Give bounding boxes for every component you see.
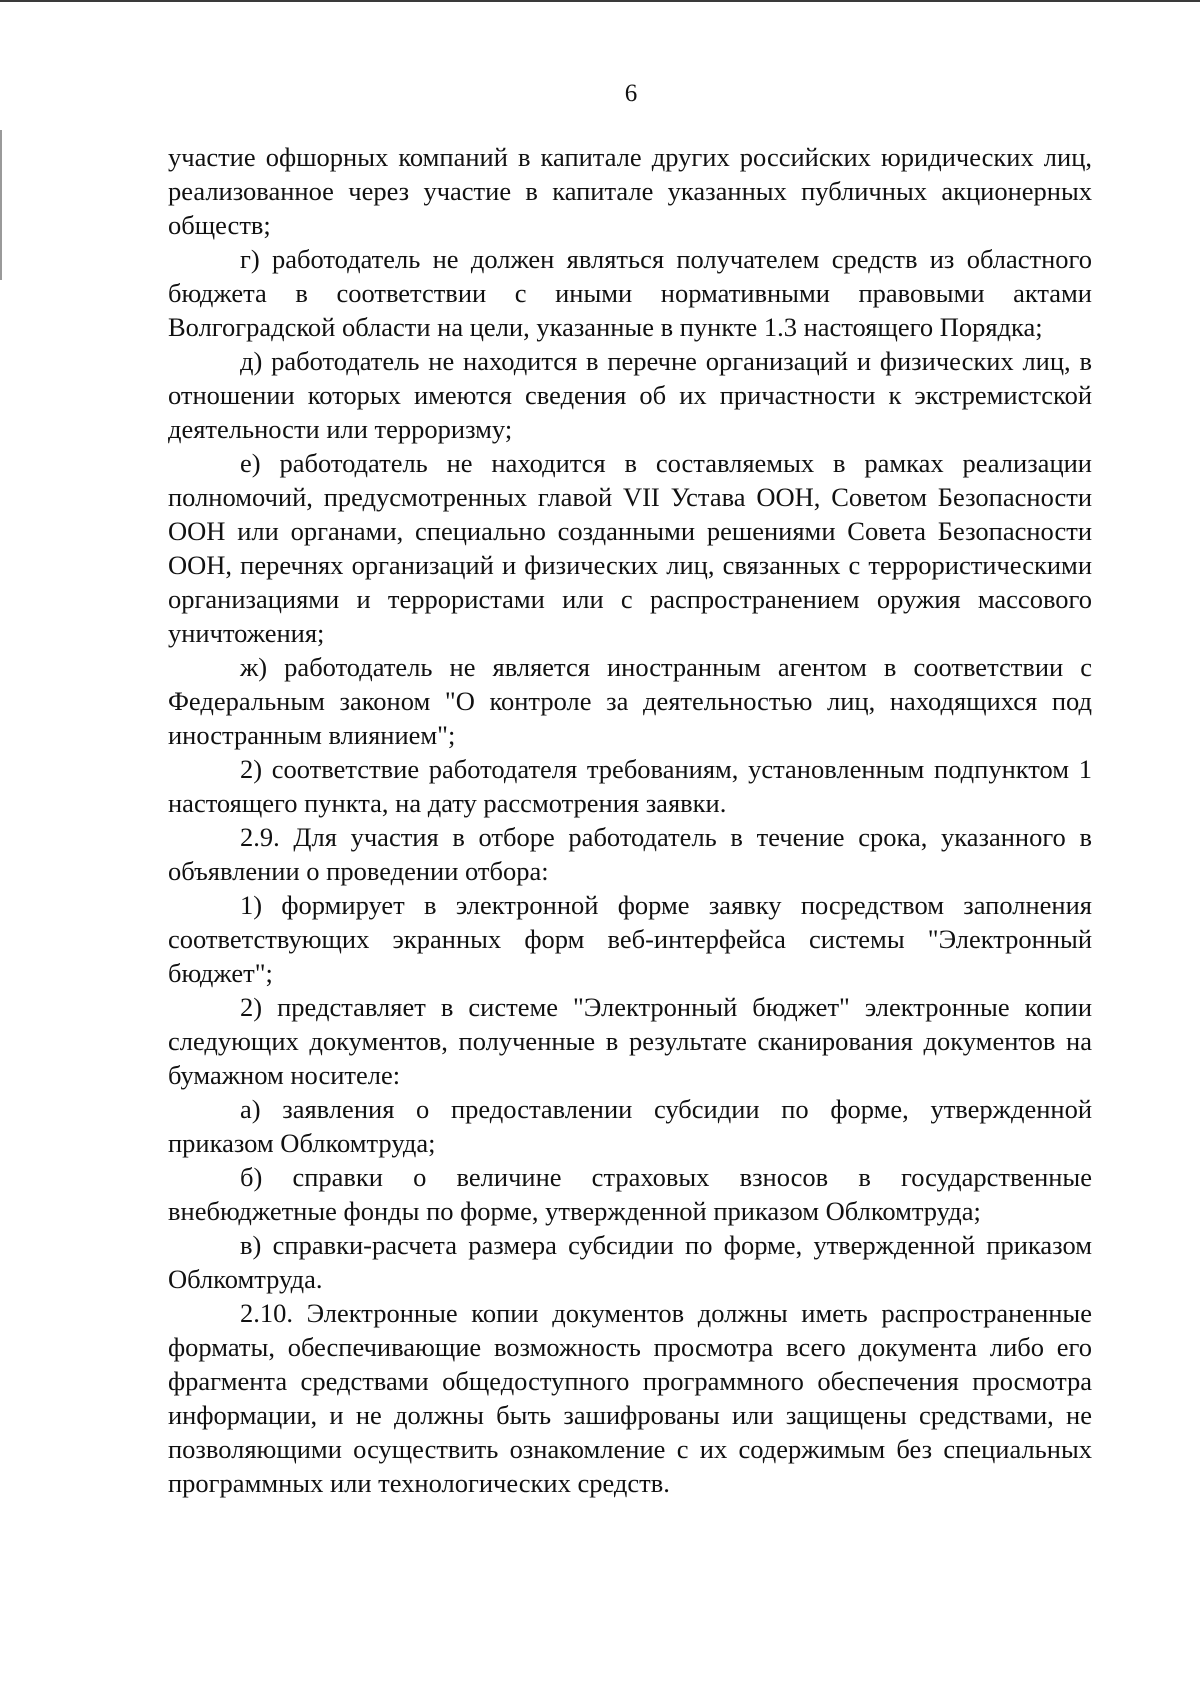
scan-left-edge	[0, 130, 2, 280]
page-number: 6	[624, 80, 638, 107]
paragraph-doc-b: б) справки о величине страховых взносов в государственные внебюджетные фонды по форме, утвержденной приказом Облкомтруда;	[168, 1162, 1092, 1226]
paragraph-subitem-2: 2) соответствие работодателя требованиям, установленным подпунктом 1 настоящего пункта, на дату рассмотрения заявки.	[168, 754, 1092, 818]
paragraph-item-d: д) работодатель не находится в перечне организаций и физических лиц, в отношении которых имеются сведения об их причастности к экстремистской деятельности или терроризму;	[168, 346, 1092, 444]
paragraph-item-zh: ж) работодатель не является иностранным агентом в соответствии с Федеральным законом "О контроле за деятельностью лиц, находящихся под иностранным влиянием";	[168, 652, 1092, 750]
paragraph-item-g: г) работодатель не должен являться получателем средств из областного бюджета в соответствии с иными нормативными правовыми актами Волгоградской области на цели, указанные в пункте 1.3 настоящего Порядка;	[168, 244, 1092, 342]
document-body	[168, 140, 1092, 1500]
paragraph-doc-a: а) заявления о предоставлении субсидии по форме, утвержденной приказом Облкомтруда;	[168, 1094, 1092, 1158]
scan-top-edge	[0, 0, 1200, 2]
paragraph-section-2-9: 2.9. Для участия в отборе работодатель в течение срока, указанного в объявлении о проведении отбора:	[168, 822, 1092, 886]
paragraph-section-2-10: 2.10. Электронные копии документов должны иметь распространенные форматы, обеспечивающие возможность просмотра всего документа либо его фрагмента средствами общедоступного программного обеспечения просмотра информации, и не должны быть зашифрованы или защищены средствами, не позволяющими осуществить ознакомление с их содержимым без специальных программных или технологических средств.	[168, 1298, 1092, 1498]
paragraph-doc-v: в) справки-расчета размера субсидии по форме, утвержденной приказом Облкомтруда.	[168, 1230, 1092, 1294]
paragraph-2-9-item-2: 2) представляет в системе "Электронный бюджет" электронные копии следующих документов, полученные в результате сканирования документов на бумажном носителе:	[168, 992, 1092, 1090]
paragraph-continuation: участие офшорных компаний в капитале других российских юридических лиц, реализованное через участие в капитале указанных публичных акционерных обществ;	[168, 142, 1092, 240]
paragraph-item-e: е) работодатель не находится в составляемых в рамках реализации полномочий, предусмотренных главой VII Устава ООН, Советом Безопасности ООН или органами, специально созданными решениями Совета Безопасности ООН, перечнях организаций и физических лиц, связанных с террористическими организациями и террористами или с распространением оружия массового уничтожения;	[168, 448, 1092, 648]
paragraph-2-9-item-1: 1) формирует в электронной форме заявку посредством заполнения соответствующих экранных форм веб-интерфейса системы "Электронный бюджет";	[168, 890, 1092, 988]
